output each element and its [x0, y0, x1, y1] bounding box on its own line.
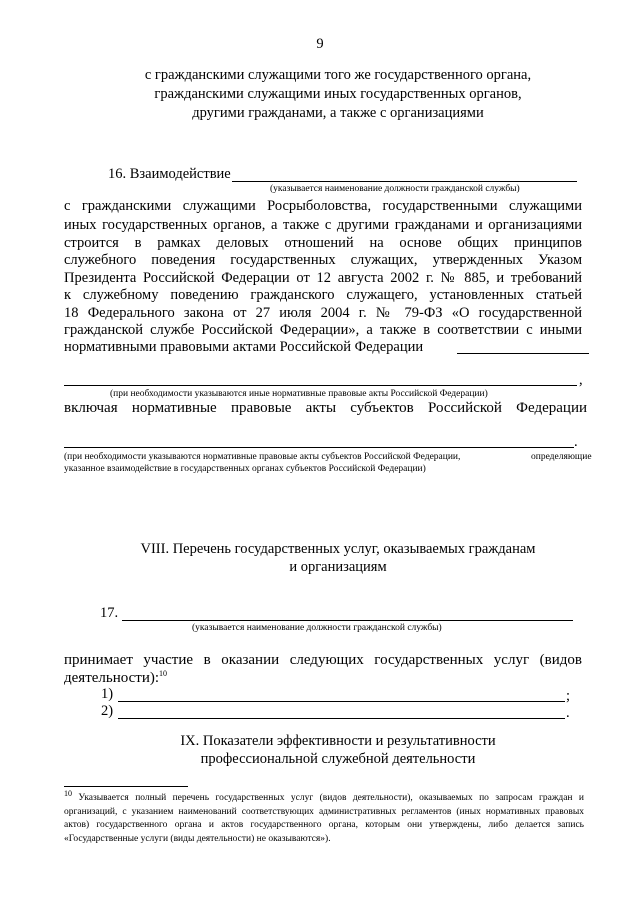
- section8-title-line2: и организациям: [289, 559, 387, 575]
- section9-title-line1: IX. Показатели эффективности и результативности: [180, 733, 496, 749]
- list-item-1-end: ;: [566, 688, 571, 704]
- intro-line-3: другими гражданами, а также с организациями: [192, 105, 484, 121]
- item16-last-line: нормативными правовыми актами Российской Федерации: [64, 339, 424, 355]
- item16-hint2: (при необходимости указываются иные нормативные правовые акты Российской Федерации): [110, 389, 488, 399]
- item16-hint3-line2: указанное взаимодействие в государственных органах субъектов Российской Федерации): [64, 464, 426, 474]
- item16-label: 16. Взаимодействие: [108, 166, 231, 182]
- list-item-1-label: 1): [101, 686, 114, 702]
- list-item-2-line[interactable]: [118, 718, 565, 719]
- item16-acts-blank[interactable]: [457, 353, 589, 354]
- item17-blank-line[interactable]: [122, 620, 573, 621]
- item16-hint: (указывается наименование должности гражданской службы): [270, 184, 520, 194]
- item16-line-2: иных государственных органов, а также с другими гражданами и организациями: [64, 217, 582, 233]
- list-item-2-end: .: [566, 705, 570, 721]
- intro-line-1: с гражданскими служащими того же государственного органа,: [144, 67, 532, 83]
- footnote-ref-10[interactable]: 10: [159, 669, 168, 678]
- item16-hint3-right: определяющие: [531, 452, 592, 462]
- item16-including-line: включая нормативные правовые акты субъектов Российской Федерации: [64, 400, 587, 416]
- item17-label: 17.: [100, 605, 119, 621]
- list-item-2-label: 2): [101, 703, 114, 719]
- intro-line-2: гражданскими служащими иных государственных органов,: [154, 86, 522, 102]
- list-item-1-line[interactable]: [118, 701, 565, 702]
- item17-line1: принимает участие в оказании следующих государственных услуг (видов: [64, 652, 582, 668]
- item16-line-7: 18 Федерального закона от 27 июля 2004 г. № 79-ФЗ «О государственной: [64, 305, 582, 321]
- item17-line2-text: деятельности):: [64, 670, 160, 686]
- section9-title-line2: профессиональной служебной деятельности: [200, 751, 476, 767]
- item16-line-1: с гражданскими служащими Росрыболовства, государственными служащими: [64, 198, 582, 214]
- item16-period: .: [574, 434, 578, 450]
- item16-line-8: гражданской службе Российской Федерации», а также в соответствии с иными: [64, 322, 582, 338]
- item16-other-acts-line[interactable]: [64, 385, 577, 386]
- item16-line-4: служебного поведения государственных служащих, утвержденных Указом: [64, 252, 582, 268]
- item16-hint3-line1: (при необходимости указываются нормативные правовые акты субъектов Российской Федерации,: [64, 452, 461, 462]
- footnote-text: Указывается полный перечень государственных услуг (видов деятельности), оказываемых по запросам граждан и организаций, с указанием наименований соответствующих административных регламентов (иных нормативных правовых актов) государственного органа и актов государственного органа, которым они утверждены, либо делается запись «Государственные услуги (виды деятельности) не оказываются»).: [64, 793, 585, 844]
- item16-line-3: строится в рамках деловых отношений на основе общих принципов: [64, 235, 582, 251]
- page-number: 9: [316, 36, 324, 52]
- item17-line2: [64, 670, 167, 687]
- item16-line-5: Президента Российской Федерации от 12 августа 2002 г. № 885, и требований: [64, 270, 582, 286]
- section8-title-line1: VIII. Перечень государственных услуг, оказываемых гражданам: [140, 541, 536, 557]
- item16-regional-acts-line[interactable]: [64, 447, 574, 448]
- footnote-number: 10: [64, 788, 72, 798]
- footnote: [64, 788, 585, 846]
- footnote-separator: [64, 786, 188, 787]
- item17-hint: (указывается наименование должности гражданской службы): [192, 623, 442, 633]
- item16-blank-line[interactable]: [232, 181, 577, 182]
- item16-comma: ,: [579, 372, 583, 388]
- item16-line-6: к служебному поведению гражданского служащего, установленных статьей: [64, 287, 582, 303]
